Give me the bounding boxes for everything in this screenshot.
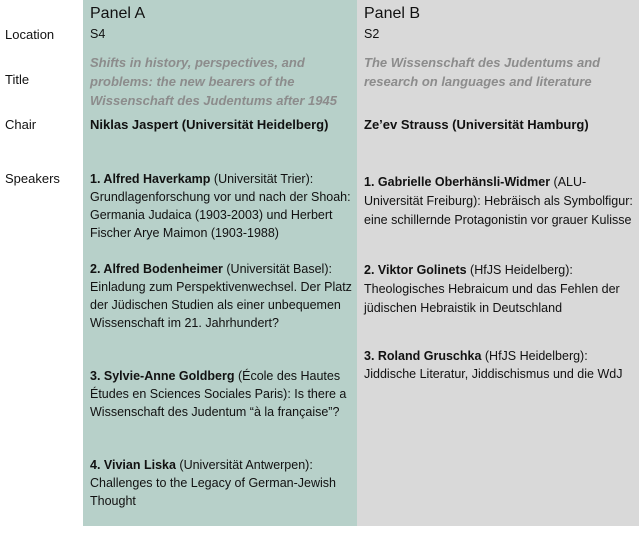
speaker-details: (Universität Trier): Grundlagenforschung vor und nach der Shoah: Germania Judaica (1903-2003) und Herbert Fischer Arye Maimon (1903-1988) (90, 172, 351, 240)
speaker-name: 2. Viktor Golinets (364, 263, 467, 277)
panel-a-heading: Panel A (90, 5, 146, 22)
panel-a-location: S4 (90, 27, 106, 41)
speaker-details: (Universität Basel): Einladung zum Perspektivenwechsel. Der Platz der Jüdischen Studien als einer unbequemen Wissenschaft im 21. Jahrhundert? (90, 262, 352, 330)
row-label-chair: Chair (5, 117, 37, 132)
speaker-details: (École des Hautes Études en Sciences Sociales Paris): Is there a Wissenschaft des Judentum “à la française”? (90, 369, 347, 419)
panel-b-heading: Panel B (364, 5, 421, 22)
panel-a-chair: Niklas Jaspert (Universität Heidelberg) (90, 117, 329, 132)
row-label-speakers: Speakers (5, 171, 60, 186)
panel-a-speaker-2 (90, 260, 354, 332)
speaker-name: 1. Alfred Haverkamp (90, 172, 211, 186)
speaker-name: 3. Sylvie-Anne Goldberg (90, 369, 235, 383)
panel-b-location: S2 (364, 27, 380, 41)
speaker-details: (HfJS Heidelberg): Jiddische Literatur, Jiddischismus und die WdJ (364, 349, 623, 381)
panel-a-speaker-1 (90, 170, 354, 242)
row-label-title: Title (5, 72, 30, 87)
panel-b-speaker-1 (364, 173, 636, 230)
speaker-details: (HfJS Heidelberg): Theologisches Hebraicum und das Fehlen der jüdischen Hebraistik in Deutschland (364, 263, 620, 315)
speaker-name: 1. Gabrielle Oberhänsli-Widmer (364, 175, 551, 189)
panel-b-title: The Wissenschaft des Judentums and research on languages and literature (364, 55, 601, 89)
panel-b-speaker-2 (364, 261, 636, 318)
panel-b-speaker-3 (364, 347, 636, 383)
speaker-name: 2. Alfred Bodenheimer (90, 262, 223, 276)
speaker-details: (ALU-Universität Freiburg): Hebräisch als Symbolfigur: eine schillernde Protagonistin vor grauer Kulisse (364, 175, 633, 227)
speaker-details: (Universität Antwerpen): Challenges to the Legacy of German-Jewish Thought (90, 458, 336, 508)
panel-a-title: Shifts in history, perspectives, and problems: the new bearers of the Wissenschaft des Judentums after 1945 (90, 55, 337, 108)
speaker-name: 4. Vivian Liska (90, 458, 176, 472)
panel-a-speaker-4 (90, 456, 354, 510)
panel-a-speaker-3 (90, 367, 354, 421)
speaker-name: 3. Roland Gruschka (364, 349, 482, 363)
row-label-location: Location (5, 27, 55, 42)
panel-b-chair: Ze’ev Strauss (Universität Hamburg) (364, 117, 589, 132)
